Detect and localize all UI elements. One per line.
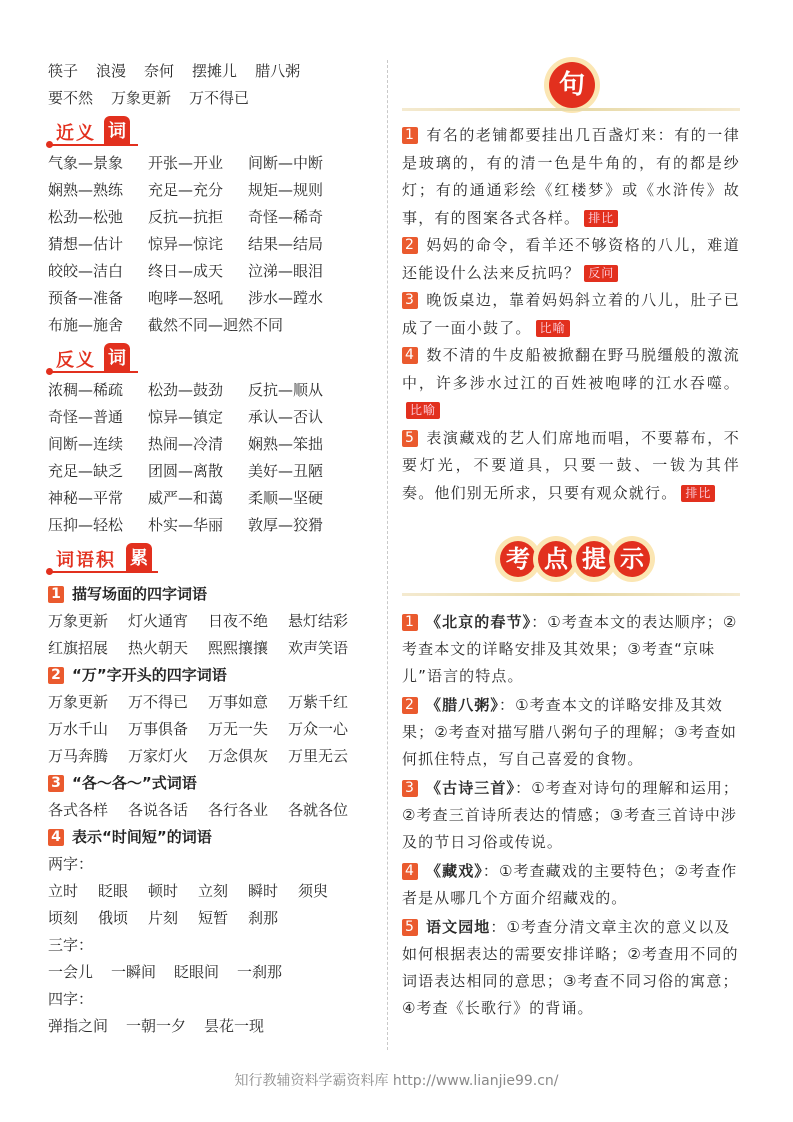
word-item: 浓稠—稀疏 (48, 381, 124, 399)
word-item: 反抗—抗拒 (148, 208, 224, 226)
exam-point-text: ：①考查本文的详略安排及其效果；②考查对描写腊八粥句子的理解；③考查如何抓住特点，写自己喜爱的食物。 (402, 696, 737, 768)
word-item: 红旗招展 (48, 639, 109, 657)
word-item: 昙花一现 (204, 1017, 265, 1035)
heading-text: 反义 (56, 350, 96, 371)
number-badge: 1 (402, 127, 418, 144)
sentence-text: 晚饭桌边，靠着妈妈斜立着的八儿，肚子已成了一面小鼓了。 (402, 291, 740, 337)
word-row (48, 797, 378, 824)
word-item: 敦厚—狡猾 (248, 516, 324, 534)
word-row (48, 150, 378, 177)
group-heading (48, 662, 378, 689)
word-row (48, 204, 378, 231)
word-row (48, 404, 378, 431)
number-badge: 2 (402, 237, 418, 254)
word-row (48, 231, 378, 258)
exam-points-title (500, 541, 650, 577)
word-item: 各行各业 (208, 801, 269, 819)
word-item: 松劲—松弛 (48, 208, 124, 226)
word-item: 一朝一夕 (126, 1017, 187, 1035)
word-item: 万水千山 (48, 720, 109, 738)
heading-underline (48, 144, 138, 146)
length-label: 两字： (48, 855, 94, 873)
number-badge: 4 (402, 347, 418, 364)
word-item: 立时 (48, 882, 79, 900)
word-item: 短暂 (198, 909, 229, 927)
right-column (402, 58, 740, 1024)
heading-text: 近义 (56, 123, 96, 144)
word-item: 猜想—估计 (48, 235, 124, 253)
word-item: 浪漫 (96, 62, 127, 80)
group-heading (48, 824, 378, 851)
antonyms-heading (48, 343, 378, 375)
word-item: 要不然 (48, 89, 94, 107)
heading-box: 词 (104, 343, 130, 371)
word-item: 奇怪—普通 (48, 408, 124, 426)
word-item: 美好—丑陋 (248, 462, 324, 480)
word-item: 朴实—华丽 (148, 516, 224, 534)
group-heading (48, 770, 378, 797)
word-row (48, 58, 378, 85)
word-item: 筷子 (48, 62, 79, 80)
number-badge: 3 (402, 292, 418, 309)
word-item: 万马奔腾 (48, 747, 109, 765)
word-item: 气象—景象 (48, 154, 124, 172)
word-item: 一刹那 (237, 963, 283, 981)
word-row (48, 905, 378, 932)
word-item: 万事俱备 (128, 720, 189, 738)
word-item: 灯火通宵 (128, 612, 189, 630)
heading-underline (48, 371, 138, 373)
word-item: 立刻 (198, 882, 229, 900)
number-badge: 1 (48, 586, 64, 603)
title-char: 提 (576, 541, 612, 577)
accumulation-heading (48, 543, 378, 575)
word-item: 万众一心 (288, 720, 349, 738)
group-title: 表示“时间短”的词语 (72, 828, 212, 846)
word-item: 泣涕—眼泪 (248, 262, 324, 280)
heading-box: 词 (104, 116, 130, 144)
sentences-list (402, 122, 740, 507)
word-item: 悬灯结彩 (288, 612, 349, 630)
exam-point-text: ：①考查分清文章主次的意义以及如何根据表达的需要安排详略；②考查用不同的词语表达相同的意思；③考查不同习俗的寓意；④考查《长歌行》的背诵。 (402, 918, 739, 1017)
word-row (48, 258, 378, 285)
word-item: 万象更新 (111, 89, 172, 107)
group-title: “各～各～”式词语 (72, 774, 197, 792)
word-item: 柔顺—坚硬 (248, 489, 324, 507)
word-row (48, 878, 378, 905)
word-item: 万紫千红 (288, 693, 349, 711)
exam-point-text: ：①考查藏戏的主要特色；②考查作者是从哪几个方面介绍藏戏的。 (402, 862, 738, 907)
word-row (48, 458, 378, 485)
sentence-text: 表演藏戏的艺人们席地而唱，不要幕布，不要灯光，不要道具，只要一鼓、一钹为其伴奏。他们别无所求，只要有观众就行。 (402, 428, 740, 502)
word-item: 预备—准备 (48, 289, 124, 307)
word-item: 万不得已 (128, 693, 189, 711)
word-item: 惊异—惊诧 (148, 235, 224, 253)
number-badge: 2 (48, 667, 64, 684)
exam-point-head: 《藏戏》 (426, 862, 483, 880)
word-item: 瞬时 (248, 882, 279, 900)
title-char: 考 (500, 541, 536, 577)
word-row (48, 431, 378, 458)
word-item: 腊八粥 (255, 62, 301, 80)
word-item: 娴熟—熟练 (48, 181, 124, 199)
word-item: 一会儿 (48, 963, 94, 981)
word-item: 咆哮—怒吼 (148, 289, 224, 307)
number-badge: 5 (402, 919, 418, 936)
rhetoric-tag: 排比 (681, 485, 715, 502)
word-item: 娴熟—笨拙 (248, 435, 324, 453)
word-item: 刹那 (248, 909, 279, 927)
word-item: 结果—结局 (248, 235, 324, 253)
word-item: 奇怪—稀奇 (248, 208, 324, 226)
exam-points-list (402, 609, 740, 1022)
word-item: 片刻 (148, 909, 179, 927)
number-badge: 4 (402, 863, 418, 880)
exam-point-item (402, 692, 740, 773)
group-title: “万”字开头的四字词语 (72, 666, 227, 684)
word-item: 万象更新 (48, 693, 109, 711)
number-badge: 3 (48, 775, 64, 792)
banner-rule (402, 593, 740, 596)
word-row (48, 608, 378, 635)
word-item: 顿时 (148, 882, 179, 900)
word-item: 威严—和蔼 (148, 489, 224, 507)
word-item: 奈何 (144, 62, 175, 80)
word-row (48, 716, 378, 743)
title-char: 点 (538, 541, 574, 577)
word-item: 神秘—平常 (48, 489, 124, 507)
sentence-text: 有名的老铺都要挂出几百盏灯来：有的一律是玻璃的，有的清一色是牛角的，有的都是纱灯；有的通通彩绘《红楼梦》或《水浒传》故事，有的图案各式各样。 (402, 126, 740, 227)
sentence-item (402, 342, 740, 425)
word-item: 万象更新 (48, 612, 109, 630)
heading-box: 累 (126, 543, 152, 571)
title-char: 示 (614, 541, 650, 577)
exam-point-item (402, 914, 740, 1022)
word-row (48, 485, 378, 512)
heading-underline (48, 571, 158, 573)
word-item: 团圆—离散 (148, 462, 224, 480)
word-row (48, 959, 378, 986)
footer-watermark: 知行教辅资料学霸资料库 http://www.lianjie99.cn/ (234, 1073, 559, 1089)
exam-point-item (402, 775, 740, 856)
word-item: 规矩—规则 (248, 181, 324, 199)
word-item: 弹指之间 (48, 1017, 109, 1035)
word-item: 万念俱灰 (208, 747, 269, 765)
number-badge: 1 (402, 614, 418, 631)
sentence-item (402, 232, 740, 287)
sentence-item (402, 122, 740, 232)
word-row (48, 177, 378, 204)
exam-point-head: 《古诗三首》 (426, 779, 516, 797)
word-item: 熙熙攘攘 (208, 639, 269, 657)
word-item: 万事如意 (208, 693, 269, 711)
word-row (48, 689, 378, 716)
word-item: 间断—连续 (48, 435, 124, 453)
word-item: 一瞬间 (111, 963, 157, 981)
rhetoric-tag: 反问 (584, 265, 618, 282)
number-badge: 3 (402, 780, 418, 797)
rhetoric-tag: 比喻 (406, 402, 440, 419)
sentence-item (402, 425, 740, 508)
word-item: 顷刻 (48, 909, 79, 927)
length-label: 四字： (48, 990, 94, 1008)
word-item: 日夜不绝 (208, 612, 269, 630)
word-item: 热火朝天 (128, 639, 189, 657)
word-item: 眨眼间 (174, 963, 220, 981)
word-item: 涉水—蹚水 (248, 289, 324, 307)
heading-text: 词语积 (56, 550, 116, 571)
word-item: 承认—否认 (248, 408, 324, 426)
word-item: 摆摊儿 (192, 62, 238, 80)
word-row (48, 85, 378, 112)
word-row (48, 512, 378, 539)
word-item: 万里无云 (288, 747, 349, 765)
word-item: 热闹—冷清 (148, 435, 224, 453)
exam-point-head: 《腊八粥》 (426, 696, 500, 714)
word-item: 各就各位 (288, 801, 349, 819)
exam-point-text: ：①考查本文的表达顺序；②考查本文的详略安排及其效果；③考查“京味儿”语言的特点。 (402, 613, 738, 685)
word-item: 万家灯火 (128, 747, 189, 765)
word-item: 须臾 (298, 882, 329, 900)
intro-words (48, 58, 378, 112)
word-item: 反抗—顺从 (248, 381, 324, 399)
sentence-item (402, 287, 740, 342)
group-heading (48, 581, 378, 608)
word-item: 万无一失 (208, 720, 269, 738)
word-item: 截然不同—迥然不同 (148, 316, 284, 334)
word-item: 俄顷 (98, 909, 129, 927)
word-item: 眨眼 (98, 882, 129, 900)
accumulation-list (48, 581, 378, 1040)
word-item: 松劲—鼓劲 (148, 381, 224, 399)
column-divider (387, 60, 388, 1050)
word-item: 间断—中断 (248, 154, 324, 172)
banner-rule (402, 108, 740, 111)
group-title: 描写场面的四字词语 (72, 585, 208, 603)
word-item: 开张—开业 (148, 154, 224, 172)
word-row (48, 1013, 378, 1040)
word-row (48, 377, 378, 404)
word-item: 万不得已 (189, 89, 250, 107)
exam-point-head: 语文园地 (426, 918, 491, 936)
word-row (48, 635, 378, 662)
word-item: 充足—充分 (148, 181, 224, 199)
word-row (48, 312, 378, 339)
rhetoric-tag: 比喻 (536, 320, 570, 337)
synonyms-list (48, 150, 378, 339)
antonyms-list (48, 377, 378, 539)
word-item: 各说各话 (128, 801, 189, 819)
word-item: 终日—成天 (148, 262, 224, 280)
sentences-title: 句 (549, 62, 595, 108)
word-item: 惊异—镇定 (148, 408, 224, 426)
exam-point-head: 《北京的春节》 (426, 613, 532, 631)
word-item: 皎皎—洁白 (48, 262, 124, 280)
synonyms-heading (48, 116, 378, 148)
word-item: 欢声笑语 (288, 639, 349, 657)
length-label: 三字： (48, 936, 94, 954)
sentence-text: 妈妈的命令，看羊还不够资格的八儿，难道还能设什么法来反抗吗？ (402, 236, 740, 282)
number-badge: 5 (402, 430, 418, 447)
word-item: 压抑—轻松 (48, 516, 124, 534)
exam-point-item (402, 609, 740, 690)
number-badge: 2 (402, 697, 418, 714)
word-item: 充足—缺乏 (48, 462, 124, 480)
rhetoric-tag: 排比 (584, 210, 618, 227)
exam-points-banner (402, 537, 740, 599)
number-badge: 4 (48, 829, 64, 846)
exam-point-item (402, 858, 740, 912)
word-row (48, 743, 378, 770)
sentence-text: 数不清的牛皮船被掀翻在野马脱缰般的激流中，许多涉水过江的百姓被咆哮的江水吞噬。 (402, 346, 740, 392)
left-column (48, 58, 378, 1040)
sentences-banner (402, 58, 740, 116)
exam-point-text: ：①考查对诗句的理解和运用；②考查三首诗所表达的情感；③考查三首诗中涉及的节日习俗或传说。 (402, 779, 739, 851)
word-item: 布施—施舍 (48, 316, 124, 334)
word-row (48, 285, 378, 312)
word-item: 各式各样 (48, 801, 109, 819)
